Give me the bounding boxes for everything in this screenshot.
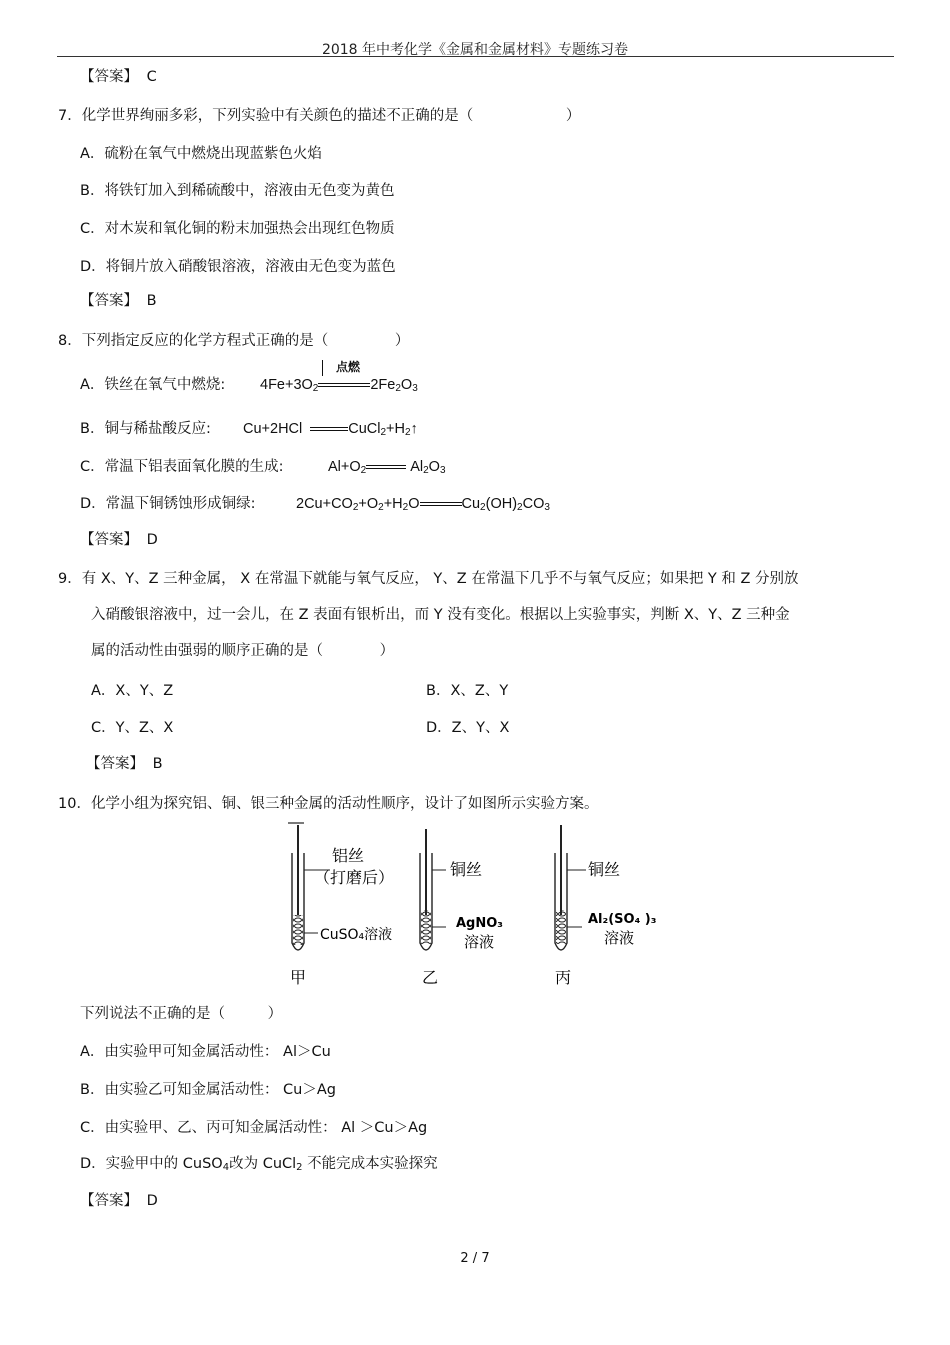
q10-option-c: C．由实验甲、乙、丙可知金属活动性： Al ＞Cu＞Ag xyxy=(80,1120,428,1136)
option-label: A．铁丝在氧气中燃烧: xyxy=(80,377,226,393)
q9-option-d: D．Z、Y、X xyxy=(426,720,510,736)
subscript: 3 xyxy=(439,465,446,476)
test-tube-figure xyxy=(270,815,690,995)
products: CuCl xyxy=(348,421,381,437)
subscript: 2 xyxy=(380,427,387,438)
products: Al xyxy=(410,459,424,475)
q7-option-a: A．硫粉在氧气中燃烧出现蓝紫色火焰 xyxy=(80,146,322,162)
option-text: D．实验甲中的 CuSO xyxy=(80,1156,223,1172)
question-10-sub-stem xyxy=(80,1005,282,1023)
option-label: B．铜与稀盐酸反应: xyxy=(80,421,211,437)
subscript: 2 xyxy=(517,502,523,513)
tube2-solution-formula: AgNO₃ xyxy=(456,916,503,931)
answer-label: 【答案】 xyxy=(86,756,144,772)
q8-option-b xyxy=(80,420,211,438)
page-number: 2 / 7 xyxy=(460,1251,490,1266)
tube3-wire-label: 铜丝 xyxy=(588,860,621,879)
q9-option-c: C．Y、Z、X xyxy=(91,720,174,736)
question-9-line-3 xyxy=(91,642,394,660)
q8-option-a-equation xyxy=(260,376,418,394)
answer-label: 【答案】 xyxy=(80,532,138,548)
tube2-wire-label: 铜丝 xyxy=(450,860,483,879)
condition-bracket xyxy=(322,360,323,376)
answer-label: 【答案】 xyxy=(80,1193,138,1209)
reactants-part: +H xyxy=(383,496,403,512)
q9-option-b: B．X、Z、Y xyxy=(426,683,509,699)
tube3-solution-formula: Al₂(SO₄ )₃ xyxy=(588,912,657,927)
reactants: 2Cu+CO xyxy=(296,496,353,512)
q10-option-a: A．由实验甲可知金属活动性： Al＞Cu xyxy=(80,1044,331,1060)
tube2-solution-word: 溶液 xyxy=(464,933,495,951)
q7-option-d: D．将铜片放入硝酸银溶液，溶液由无色变为蓝色 xyxy=(80,259,396,275)
question-10-stem: 10．化学小组为探究铝、铜、银三种金属的活动性顺序，设计了如图所示实验方案。 xyxy=(58,796,599,812)
question-9-line-1: 9．有 X、Y、Z 三种金属， X 在常温下就能与氧气反应， Y、Z 在常温下几乎不与氧气反应；如果把 Y 和 Z 分别放 xyxy=(58,571,799,587)
equals-sign xyxy=(310,427,348,431)
subscript: 2 xyxy=(312,383,319,394)
tube1-name: 甲 xyxy=(290,968,307,987)
q8-option-d-equation xyxy=(296,495,550,513)
question-text: 8．下列指定反应的化学方程式正确的是（ xyxy=(58,333,329,349)
q8-option-c-equation xyxy=(328,458,446,476)
subscript: 2 xyxy=(404,427,411,438)
answer-label: 【答案】 xyxy=(80,293,138,309)
answer-value: D xyxy=(146,1193,158,1209)
subscript: 2 xyxy=(423,465,429,476)
answer-blank: ） xyxy=(379,643,395,659)
products-part: (OH) xyxy=(485,496,518,512)
reactants-part: O xyxy=(408,496,420,512)
metal-coil xyxy=(421,910,431,944)
answer-value: D xyxy=(146,532,158,548)
reactants-part: +O xyxy=(358,496,379,512)
answer-q9 xyxy=(86,755,163,773)
subscript: 3 xyxy=(544,502,550,513)
answer-blank: ） xyxy=(267,1006,283,1022)
option-text: 改为 CuCl xyxy=(229,1156,297,1172)
gas-arrow: ↑ xyxy=(410,421,418,437)
q7-option-c: C．对木炭和氧化铜的粉末加强热会出现红色物质 xyxy=(80,221,395,237)
tube1-solution-label: CuSO₄溶液 xyxy=(320,927,393,943)
products-part: CO xyxy=(522,496,545,512)
subscript: 2 xyxy=(395,383,401,394)
tube3-solution-word: 溶液 xyxy=(604,929,635,947)
answer-blank: ） xyxy=(565,108,581,124)
tube2-name: 乙 xyxy=(422,968,439,987)
q8-option-a xyxy=(80,376,225,394)
products-part: O xyxy=(400,377,413,393)
q8-option-c xyxy=(80,458,284,476)
q8-option-b-equation xyxy=(243,420,418,438)
reactants: 4Fe+3O xyxy=(260,377,313,393)
equals-sign xyxy=(366,465,406,469)
q8-option-d xyxy=(80,495,256,513)
products: 2Fe xyxy=(370,377,396,393)
subscript: 4 xyxy=(222,1162,230,1173)
test-tube-1 xyxy=(288,823,394,987)
option-text: 不能完成本实验探究 xyxy=(302,1156,438,1172)
tube3-name: 丙 xyxy=(555,968,572,987)
answer-value: B xyxy=(146,293,157,309)
option-label: D．常温下铜锈蚀形成铜绿: xyxy=(80,496,256,512)
question-text: 属的活动性由强弱的顺序正确的是（ xyxy=(91,643,323,659)
products-part: O xyxy=(428,459,440,475)
answer-q8 xyxy=(80,531,158,549)
tube1-note: （打磨后） xyxy=(314,868,395,887)
products-part: +H xyxy=(386,421,405,437)
equals-sign xyxy=(318,383,370,387)
page-header-title: 2018 年中考化学《金属和金属材料》专题练习卷 xyxy=(321,42,629,58)
tube1-wire-label: 铝丝 xyxy=(332,846,365,865)
q9-option-a: A．X、Y、Z xyxy=(91,683,174,699)
subscript: 2 xyxy=(360,465,367,476)
equals-sign xyxy=(420,502,462,506)
subscript: 2 xyxy=(378,502,384,513)
answer-value: B xyxy=(152,756,163,772)
answer-q10 xyxy=(80,1192,158,1210)
subscript: 2 xyxy=(352,502,359,513)
reaction-condition: 点燃 xyxy=(336,360,361,374)
subscript: 2 xyxy=(296,1162,303,1173)
answer-blank: ） xyxy=(394,333,410,349)
reactants: Cu+2HCl xyxy=(243,421,303,437)
test-tube-2 xyxy=(420,829,503,987)
test-tube-3 xyxy=(555,825,656,987)
question-7-stem xyxy=(58,107,580,125)
metal-coil xyxy=(556,910,566,944)
q10-option-b: B．由实验乙可知金属活动性： Cu＞Ag xyxy=(80,1082,336,1098)
reactants: Al+O xyxy=(328,459,361,475)
question-text: 下列说法不正确的是（ xyxy=(80,1006,225,1022)
answer-q7 xyxy=(80,292,157,310)
subscript: 2 xyxy=(480,502,486,513)
q10-option-d xyxy=(80,1155,438,1173)
q7-option-b: B．将铁钉加入到稀硫酸中，溶液由无色变为黄色 xyxy=(80,183,395,199)
answer-label: 【答案】 xyxy=(80,69,138,85)
option-label: C．常温下铝表面氧化膜的生成: xyxy=(80,459,284,475)
header-divider xyxy=(57,56,894,57)
question-8-stem xyxy=(58,332,409,350)
question-9-line-2: 入硝酸银溶液中，过一会儿，在 Z 表面有银析出，而 Y 没有变化。根据以上实验事实，判断 X、Y、Z 三种金 xyxy=(91,607,790,623)
question-text: 7．化学世界绚丽多彩，下列实验中有关颜色的描述不正确的是（ xyxy=(58,108,474,124)
subscript: 3 xyxy=(412,383,418,394)
products: Cu xyxy=(461,496,481,512)
answer-value: C xyxy=(146,69,157,85)
subscript: 2 xyxy=(402,502,409,513)
answer-q6 xyxy=(80,68,157,86)
metal-coil xyxy=(293,915,303,945)
